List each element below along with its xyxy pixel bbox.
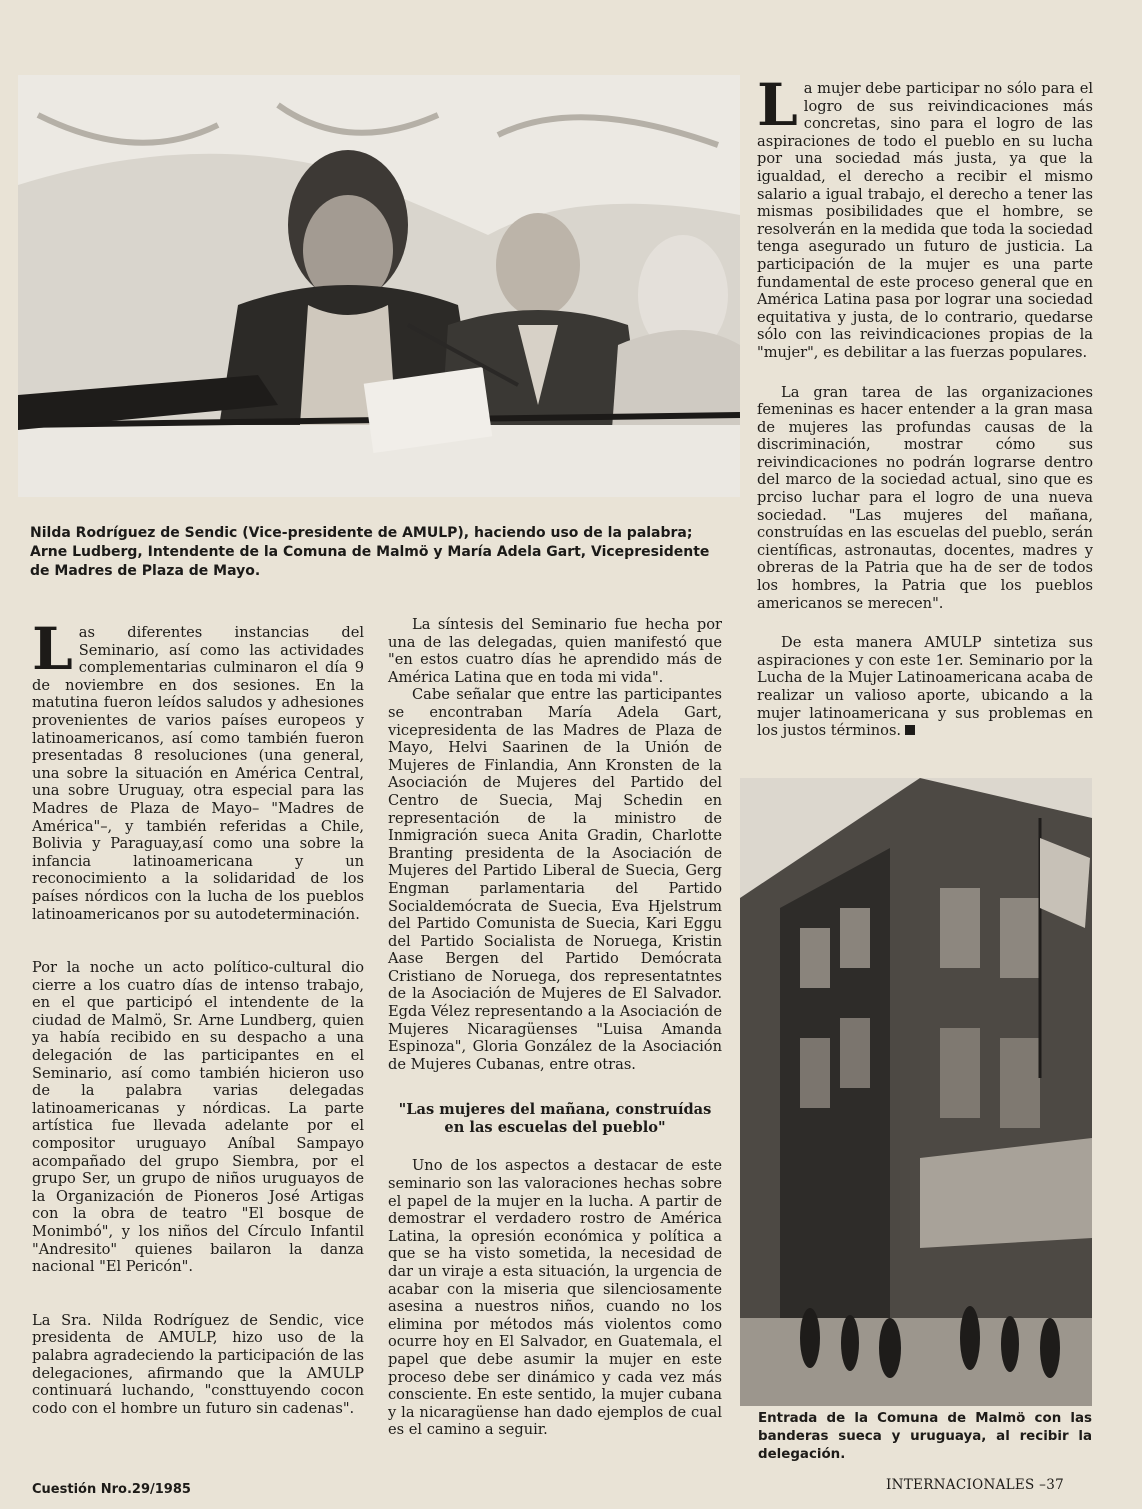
section-page-number: INTERNACIONALES –37 <box>886 1477 1065 1493</box>
right-paragraph-1-text: a mujer debe participar no sólo para el logro de sus reivindicaciones más concretas, sino para el logro de las aspiraciones de todo el pueblo en su lucha por una sociedad más justa, ya que la igualdad, el derecho a recibir el mismo salario a igual trabajo, el derecho a tener las mismas posibilidades que el hombre, se resolverán en la medida que toda la sociedad tenga asegurado un futuro de justicia. La participación de la mujer es una parte fundamental de este proceso general que en América Latina pasa por lograr una sociedad equitativa y justa, de lo contrario, quedarse sólo con las reivindicaciones propias de la "mujer", es debilitar a las fuerzas populares. <box>757 80 1093 361</box>
article-column-middle <box>388 616 722 1439</box>
photo-bottom-caption: Entrada de la Comuna de Malmö con las banderas sueca y uruguaya, al recibir la delegación. <box>758 1411 1092 1462</box>
mid-paragraph-1: La síntesis del Seminario fue hecha por una de las delegadas, quien manifestó que "en estos cuatro días he aprendido más de América Latina que en toda mi vida". <box>388 616 722 686</box>
left-paragraph-2: Por la noche un acto político-cultural dio cierre a los cuatro días de intenso trabajo, en el que participó el intendente de la ciudad de Malmö, Sr. Arne Lundberg, quien ya había recibido en su despacho a una delegación de las participantes en el Seminario, así como también hicieron uso de la palabra varias delegadas latinoamericanas y nórdicas. La parte artística fue llevada adelante por el compositor uruguayo Aníbal Sampayo acompañado del grupo Siembra, por el grupo Ser, un grupo de niños uruguayos de la Organización de Pioneros José Artigas con la obra de teatro "El bosque de Monimbó", y los niños del Círculo Infantil "Andresito" quienes bailaron la danza nacional "El Pericón". <box>32 959 364 1276</box>
left-paragraph-1-text: as diferentes instancias del Seminario, así como las actividades complementarias culminaron el día 9 de noviembre en dos sesiones. En la matutina fueron leídos saludos y adhesiones provenientes de varios países europeos y latinoamericanos, así como también fueron presentadas 8 resoluciones (una general, una sobre la situación en América Central, una sobre Uruguay, otra especial para las Madres de Plaza de Mayo– "Madres de América"–, y también referidas a Chile, Bolivia y Paraguay,así como una sobre la infancia latinoamericana y un reconocimiento a la solidaridad de los países nórdicos con la lucha de los pueblos latinoamericanos por su autodeterminación. <box>32 624 364 923</box>
publication-issue: Cuestión Nro.29/1985 <box>32 1482 191 1497</box>
right-paragraph-3-text: De esta manera AMULP sintetiza sus aspiraciones y con este 1er. Seminario por la Lucha de la Mujer Latinoamericana acaba de realizar un valioso aporte, ubicando a la mujer latinoamericana y sus problemas en los justos términos. <box>757 634 1093 740</box>
left-paragraph-1 <box>32 615 364 923</box>
article-column-right <box>757 71 1093 740</box>
photo-speaker-graphic <box>18 75 740 497</box>
mid-paragraph-2: Cabe señalar que entre las participantes se encontraban María Adela Gart, vicepresidenta de las Madres de Plaza de Mayo, Helvi Saarinen de la Unión de Mujeres de Finlandia, Ann Kronsten de la Asociación de Mujeres del Partido del Centro de Suecia, Maj Schedin en representación de la ministro de Inmigración sueca Anita Gradin, Charlotte Branting presidenta de la Asociación de Mujeres del Partido Liberal de Suecia, Gerg Engman parlamentaria del Partido Socialdemócrata de Suecia, Eva Hjelstrum del Partido Comunista de Suecia, Kari Eggu del Partido Socialista de Noruega, Kristin Aase Bergen del Partido Demócrata Cristiano de Noruega, dos representatntes de la Asociación de Mujeres de El Salvador. Egda Vélez representando a la Asociación de Mujeres Nicaragüenses "Luisa Amanda Espinoza", Gloria González de la Asociación de Mujeres Cubanas, entre otras. <box>388 686 722 1073</box>
dropcap-left: L <box>32 615 73 683</box>
photo-building-entrance <box>740 778 1092 1406</box>
left-paragraph-3: La Sra. Nilda Rodríguez de Sendic, vice presidenta de AMULP, hizo uso de la palabra agradeciendo la participación de las delegaciones, afirmando que la AMULP continuará luchando, "consttuyendo cocon codo con el hombre un futuro sin cadenas". <box>32 1311 364 1417</box>
article-column-left <box>32 615 364 1417</box>
photo-top-caption: Nilda Rodríguez de Sendic (Vice-presidente de AMULP), haciendo uso de la palabra; Arne Ludberg, Intendente de la Comuna de Malmö y María Adela Gart, Vicepresidente de Madres de Plaza de Mayo. <box>30 525 710 579</box>
right-paragraph-2: La gran tarea de las organizaciones femeninas es hacer entender a la gran masa de mujeres las profundas causas de la discriminación, mostrar cómo sus reivindicaciones no podrán lograrse dentro del marco de la sociedad actual, sino que es prciso luchar para el logro de una nueva sociedad. "Las mujeres del mañana, construídas en las escuelas del pueblo, serán científicas, astronautas, docentes, madres y obreras de la Patria que ha de ser de todos los hombres, la Patria que los pueblos americanos se merecen". <box>757 383 1093 612</box>
dropcap-right: L <box>757 71 798 139</box>
end-mark-icon <box>905 725 915 735</box>
right-paragraph-1 <box>757 71 1093 362</box>
right-paragraph-3 <box>757 634 1093 740</box>
photo-building-graphic <box>740 778 1092 1406</box>
mid-subheading: "Las mujeres del mañana, construídas en las escuelas del pueblo" <box>398 1101 712 1137</box>
mid-paragraph-3: Uno de los aspectos a destacar de este seminario son las valoraciones hechas sobre el papel de la mujer en la lucha. A partir de demostrar el verdadero rostro de América Latina, la opresión económica y política a que se ha visto sometida, la necesidad de dar un viraje a esta situación, la urgencia de acabar con la miseria que silenciosamente asesina a nuestros niños, cuando no los elimina por métodos más violentos como ocurre hoy en El Salvador, en Guatemala, el papel que debe asumir la mujer en este proceso debe ser dinámico y cada vez más consciente. En este sentido, la mujer cubana y la nicaragüense han dado ejemplos de cual es el camino a seguir. <box>388 1157 722 1439</box>
photo-speaker-at-table <box>18 75 740 497</box>
